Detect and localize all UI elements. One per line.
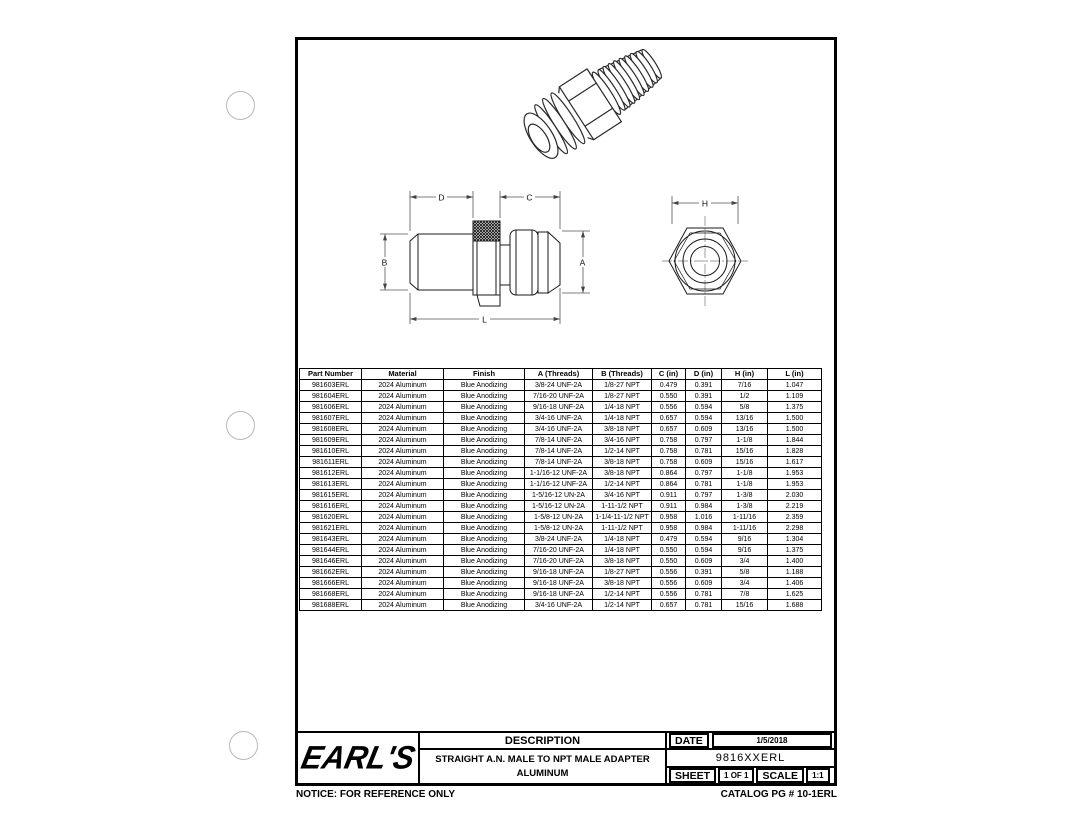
table-cell: 2.219	[768, 501, 822, 512]
side-view-drawing	[370, 183, 620, 333]
table-cell: 0.609	[686, 457, 722, 468]
table-cell: Blue Anodizing	[444, 501, 525, 512]
table-cell: 0.479	[652, 534, 686, 545]
table-cell: 9/16-18 UNF-2A	[525, 578, 593, 589]
table-cell: 2024 Aluminum	[362, 545, 444, 556]
table-cell: 1.953	[768, 479, 822, 490]
dim-label-l: L	[482, 314, 487, 325]
table-cell: 2024 Aluminum	[362, 402, 444, 413]
table-cell: 2.298	[768, 523, 822, 534]
table-cell: Blue Anodizing	[444, 600, 525, 611]
table-cell: 3/8-18 NPT	[593, 578, 652, 589]
table-cell: 0.797	[686, 468, 722, 479]
table-cell: Blue Anodizing	[444, 490, 525, 501]
table-cell: 0.911	[652, 501, 686, 512]
table-row	[300, 556, 822, 567]
table-cell: Blue Anodizing	[444, 534, 525, 545]
table-cell: 3/8-24 UNF-2A	[525, 534, 593, 545]
table-cell: 1.016	[686, 512, 722, 523]
table-row	[300, 435, 822, 446]
table-cell: 2024 Aluminum	[362, 534, 444, 545]
table-cell: 1-1/8	[722, 468, 768, 479]
table-cell: Blue Anodizing	[444, 391, 525, 402]
table-cell: Blue Anodizing	[444, 556, 525, 567]
end-view-drawing	[656, 190, 791, 315]
table-cell: 981646ERL	[300, 556, 362, 567]
table-cell: 0.657	[652, 424, 686, 435]
notice-text: NOTICE: FOR REFERENCE ONLY	[296, 789, 456, 800]
table-cell: 1.844	[768, 435, 822, 446]
table-row	[300, 446, 822, 457]
table-cell: 1-3/8	[722, 490, 768, 501]
table-cell: 0.391	[686, 391, 722, 402]
table-cell: 0.609	[686, 424, 722, 435]
table-cell: 9/16-18 UNF-2A	[525, 567, 593, 578]
table-cell: Blue Anodizing	[444, 457, 525, 468]
table-cell: 0.594	[686, 545, 722, 556]
table-row	[300, 501, 822, 512]
dim-label-b: B	[381, 257, 388, 268]
table-header-row	[300, 369, 822, 380]
table-cell: 0.781	[686, 446, 722, 457]
table-cell: 9/16-18 UNF-2A	[525, 402, 593, 413]
description-line1: STRAIGHT A.N. MALE TO NPT MALE ADAPTER	[435, 753, 650, 765]
table-cell: 2.030	[768, 490, 822, 501]
table-cell: 0.594	[686, 402, 722, 413]
table-cell: 1-5/8-12 UN-2A	[525, 523, 593, 534]
table-cell: 1-5/8-12 UN-2A	[525, 512, 593, 523]
table-header-cell: Finish	[444, 369, 525, 380]
table-row	[300, 413, 822, 424]
table-cell: 1.375	[768, 545, 822, 556]
table-cell: 981607ERL	[300, 413, 362, 424]
sheet-value: 1 OF 1	[718, 768, 754, 783]
table-cell: 0.556	[652, 589, 686, 600]
table-cell: 0.797	[686, 490, 722, 501]
table-cell: 0.657	[652, 413, 686, 424]
table-cell: 2024 Aluminum	[362, 391, 444, 402]
table-cell: 0.391	[686, 380, 722, 391]
table-header-cell: B (Threads)	[593, 369, 652, 380]
table-cell: 2024 Aluminum	[362, 556, 444, 567]
table-cell: 1.400	[768, 556, 822, 567]
scale-label: SCALE	[756, 768, 804, 783]
table-header-cell: A (Threads)	[525, 369, 593, 380]
table-cell: 981616ERL	[300, 501, 362, 512]
part-number-row	[667, 750, 834, 768]
table-cell: 981613ERL	[300, 479, 362, 490]
sheet-scale-row	[667, 768, 834, 783]
table-cell: 1/2-14 NPT	[593, 600, 652, 611]
table-cell: Blue Anodizing	[444, 523, 525, 534]
table-cell: 9/16	[722, 534, 768, 545]
table-cell: 7/8	[722, 589, 768, 600]
table-cell: 1/2-14 NPT	[593, 446, 652, 457]
table-header-cell: Part Number	[300, 369, 362, 380]
table-cell: 3/8-18 NPT	[593, 556, 652, 567]
earls-logo: EARL'S	[297, 739, 419, 776]
table-cell: 0.391	[686, 567, 722, 578]
table-cell: 0.797	[686, 435, 722, 446]
table-cell: 1.109	[768, 391, 822, 402]
table-cell: 3/4-16 UNF-2A	[525, 413, 593, 424]
table-cell: 981688ERL	[300, 600, 362, 611]
table-cell: 3/8-18 NPT	[593, 468, 652, 479]
table-cell: 2024 Aluminum	[362, 523, 444, 534]
table-cell: 0.657	[652, 600, 686, 611]
table-cell: Blue Anodizing	[444, 479, 525, 490]
table-cell: 1-1/4-11-1/2 NPT	[593, 512, 652, 523]
table-cell: 7/16-20 UNF-2A	[525, 556, 593, 567]
scale-value: 1:1	[806, 768, 830, 783]
table-cell: 1.047	[768, 380, 822, 391]
table-header-cell: C (in)	[652, 369, 686, 380]
table-cell: 1/2	[722, 391, 768, 402]
table-cell: 981615ERL	[300, 490, 362, 501]
table-row	[300, 567, 822, 578]
table-cell: 2024 Aluminum	[362, 600, 444, 611]
table-cell: 7/16-20 UNF-2A	[525, 545, 593, 556]
table-cell: 0.550	[652, 545, 686, 556]
table-cell: 2024 Aluminum	[362, 479, 444, 490]
table-cell: 1.304	[768, 534, 822, 545]
table-row	[300, 545, 822, 556]
table-cell: 2024 Aluminum	[362, 457, 444, 468]
table-row	[300, 380, 822, 391]
table-cell: 0.864	[652, 479, 686, 490]
table-cell: 1/8-27 NPT	[593, 391, 652, 402]
date-row	[667, 733, 834, 750]
table-cell: 1.617	[768, 457, 822, 468]
hole-punch	[226, 411, 255, 440]
table-cell: 1-5/16-12 UN-2A	[525, 501, 593, 512]
table-cell: 0.594	[686, 413, 722, 424]
table-row	[300, 589, 822, 600]
table-cell: 0.594	[686, 534, 722, 545]
table-cell: 2024 Aluminum	[362, 490, 444, 501]
table-cell: 1-5/16-12 UN-2A	[525, 490, 593, 501]
table-header-cell: D (in)	[686, 369, 722, 380]
description-text	[420, 750, 665, 783]
table-cell: 1-1/8	[722, 479, 768, 490]
table-cell: 2024 Aluminum	[362, 578, 444, 589]
date-label: DATE	[669, 733, 709, 748]
table-row	[300, 534, 822, 545]
catalog-text: CATALOG PG # 10-1ERL	[720, 789, 837, 800]
hole-punch	[226, 91, 255, 120]
table-cell: 981606ERL	[300, 402, 362, 413]
table-cell: 1/2-14 NPT	[593, 479, 652, 490]
table-cell: 0.550	[652, 391, 686, 402]
table-cell: 0.550	[652, 556, 686, 567]
table-cell: 0.609	[686, 578, 722, 589]
table-cell: 0.984	[686, 523, 722, 534]
table-cell: 1.375	[768, 402, 822, 413]
table-header-cell: H (in)	[722, 369, 768, 380]
table-cell: 5/8	[722, 567, 768, 578]
table-cell: 0.758	[652, 457, 686, 468]
table-cell: 981668ERL	[300, 589, 362, 600]
description-header: DESCRIPTION	[420, 733, 665, 750]
table-cell: 3/4-16 UNF-2A	[525, 600, 593, 611]
table-cell: 981643ERL	[300, 534, 362, 545]
table-cell: 981610ERL	[300, 446, 362, 457]
table-cell: Blue Anodizing	[444, 435, 525, 446]
table-row	[300, 391, 822, 402]
table-cell: Blue Anodizing	[444, 380, 525, 391]
table-cell: 1-11-1/2 NPT	[593, 501, 652, 512]
table-header-cell: L (in)	[768, 369, 822, 380]
table-cell: 15/16	[722, 446, 768, 457]
table-cell: 0.556	[652, 402, 686, 413]
table-cell: Blue Anodizing	[444, 589, 525, 600]
table-cell: 0.911	[652, 490, 686, 501]
table-cell: 1/4-18 NPT	[593, 534, 652, 545]
table-cell: 981620ERL	[300, 512, 362, 523]
table-cell: 3/8-18 NPT	[593, 457, 652, 468]
table-cell: 7/8-14 UNF-2A	[525, 446, 593, 457]
table-row	[300, 523, 822, 534]
hole-punch	[229, 731, 258, 760]
table-cell: 0.556	[652, 578, 686, 589]
table-cell: Blue Anodizing	[444, 512, 525, 523]
table-cell: 1-11/16	[722, 523, 768, 534]
table-header-cell: Material	[362, 369, 444, 380]
table-cell: 1.688	[768, 600, 822, 611]
table-cell: 0.758	[652, 446, 686, 457]
table-cell: 3/4	[722, 556, 768, 567]
table-cell: 1.953	[768, 468, 822, 479]
table-cell: 0.984	[686, 501, 722, 512]
table-cell: 1.625	[768, 589, 822, 600]
table-cell: 1/8-27 NPT	[593, 380, 652, 391]
table-cell: 7/8-14 UNF-2A	[525, 457, 593, 468]
table-cell: 1/4-18 NPT	[593, 413, 652, 424]
table-cell: Blue Anodizing	[444, 424, 525, 435]
table-cell: 0.758	[652, 435, 686, 446]
table-cell: 2.359	[768, 512, 822, 523]
table-cell: 981603ERL	[300, 380, 362, 391]
table-cell: 15/16	[722, 457, 768, 468]
table-row	[300, 512, 822, 523]
table-cell: 1/4-18 NPT	[593, 402, 652, 413]
table-cell: Blue Anodizing	[444, 446, 525, 457]
table-cell: 2024 Aluminum	[362, 468, 444, 479]
table-cell: 1-1/16-12 UNF-2A	[525, 468, 593, 479]
table-cell: 3/8-18 NPT	[593, 424, 652, 435]
table-cell: 5/8	[722, 402, 768, 413]
dim-label-a: A	[579, 257, 586, 268]
table-cell: 1/2-14 NPT	[593, 589, 652, 600]
table-cell: 981621ERL	[300, 523, 362, 534]
table-cell: 0.781	[686, 600, 722, 611]
sheet-label: SHEET	[669, 768, 716, 783]
title-block	[298, 731, 834, 783]
dim-label-d: D	[438, 192, 445, 203]
table-cell: 981662ERL	[300, 567, 362, 578]
table-cell: 7/16-20 UNF-2A	[525, 391, 593, 402]
table-cell: 981644ERL	[300, 545, 362, 556]
table-row	[300, 468, 822, 479]
table-cell: 0.864	[652, 468, 686, 479]
table-row	[300, 578, 822, 589]
table-cell: 2024 Aluminum	[362, 501, 444, 512]
table-row	[300, 402, 822, 413]
table-cell: 981609ERL	[300, 435, 362, 446]
table-cell: 981612ERL	[300, 468, 362, 479]
spec-table	[299, 368, 822, 611]
logo-cell	[298, 733, 420, 783]
table-cell: 0.556	[652, 567, 686, 578]
table-cell: 0.781	[686, 589, 722, 600]
table-cell: 1-11-1/2 NPT	[593, 523, 652, 534]
spec-table-body	[300, 380, 822, 611]
table-cell: 1.828	[768, 446, 822, 457]
table-cell: 0.609	[686, 556, 722, 567]
table-cell: Blue Anodizing	[444, 567, 525, 578]
table-cell: 1.500	[768, 424, 822, 435]
table-cell: 3/4-16 NPT	[593, 435, 652, 446]
table-row	[300, 600, 822, 611]
date-value: 1/5/2018	[712, 733, 832, 748]
table-cell: 1/4-18 NPT	[593, 545, 652, 556]
table-cell: 2024 Aluminum	[362, 446, 444, 457]
table-cell: 981666ERL	[300, 578, 362, 589]
table-cell: 3/4	[722, 578, 768, 589]
table-cell: 0.781	[686, 479, 722, 490]
description-cell	[420, 733, 667, 783]
isometric-view-drawing	[503, 42, 668, 184]
table-cell: 981611ERL	[300, 457, 362, 468]
table-cell: 1.406	[768, 578, 822, 589]
table-cell: 2024 Aluminum	[362, 435, 444, 446]
dim-label-h: H	[701, 198, 709, 209]
table-cell: Blue Anodizing	[444, 413, 525, 424]
table-cell: Blue Anodizing	[444, 578, 525, 589]
title-block-right	[667, 733, 834, 783]
table-cell: 1.500	[768, 413, 822, 424]
table-cell: 0.958	[652, 523, 686, 534]
table-cell: 981604ERL	[300, 391, 362, 402]
table-cell: 2024 Aluminum	[362, 424, 444, 435]
table-cell: 3/4-16 NPT	[593, 490, 652, 501]
table-cell: 1/8-27 NPT	[593, 567, 652, 578]
table-cell: 981608ERL	[300, 424, 362, 435]
table-cell: 1-1/8	[722, 435, 768, 446]
table-cell: Blue Anodizing	[444, 545, 525, 556]
dim-label-c: C	[526, 192, 533, 203]
table-cell: 0.479	[652, 380, 686, 391]
table-cell: 13/16	[722, 413, 768, 424]
table-cell: 2024 Aluminum	[362, 413, 444, 424]
table-cell: 3/4-16 UNF-2A	[525, 424, 593, 435]
table-cell: 2024 Aluminum	[362, 512, 444, 523]
table-cell: 1-11/16	[722, 512, 768, 523]
table-cell: 3/8-24 UNF-2A	[525, 380, 593, 391]
table-cell: 1-3/8	[722, 501, 768, 512]
table-cell: 13/16	[722, 424, 768, 435]
table-cell: 2024 Aluminum	[362, 589, 444, 600]
table-cell: 9/16-18 UNF-2A	[525, 589, 593, 600]
table-cell: 1.188	[768, 567, 822, 578]
table-cell: 15/16	[722, 600, 768, 611]
drawing-frame	[295, 37, 837, 786]
table-cell: 0.958	[652, 512, 686, 523]
table-row	[300, 479, 822, 490]
table-cell: 7/16	[722, 380, 768, 391]
table-cell: 1-1/16-12 UNF-2A	[525, 479, 593, 490]
table-cell: 9/16	[722, 545, 768, 556]
table-row	[300, 490, 822, 501]
table-cell: 2024 Aluminum	[362, 380, 444, 391]
table-row	[300, 424, 822, 435]
table-cell: 2024 Aluminum	[362, 567, 444, 578]
table-cell: Blue Anodizing	[444, 402, 525, 413]
table-row	[300, 457, 822, 468]
part-number: 9816XXERL	[715, 752, 786, 764]
table-cell: 7/8-14 UNF-2A	[525, 435, 593, 446]
table-cell: Blue Anodizing	[444, 468, 525, 479]
description-line2: ALUMINUM	[516, 767, 569, 779]
